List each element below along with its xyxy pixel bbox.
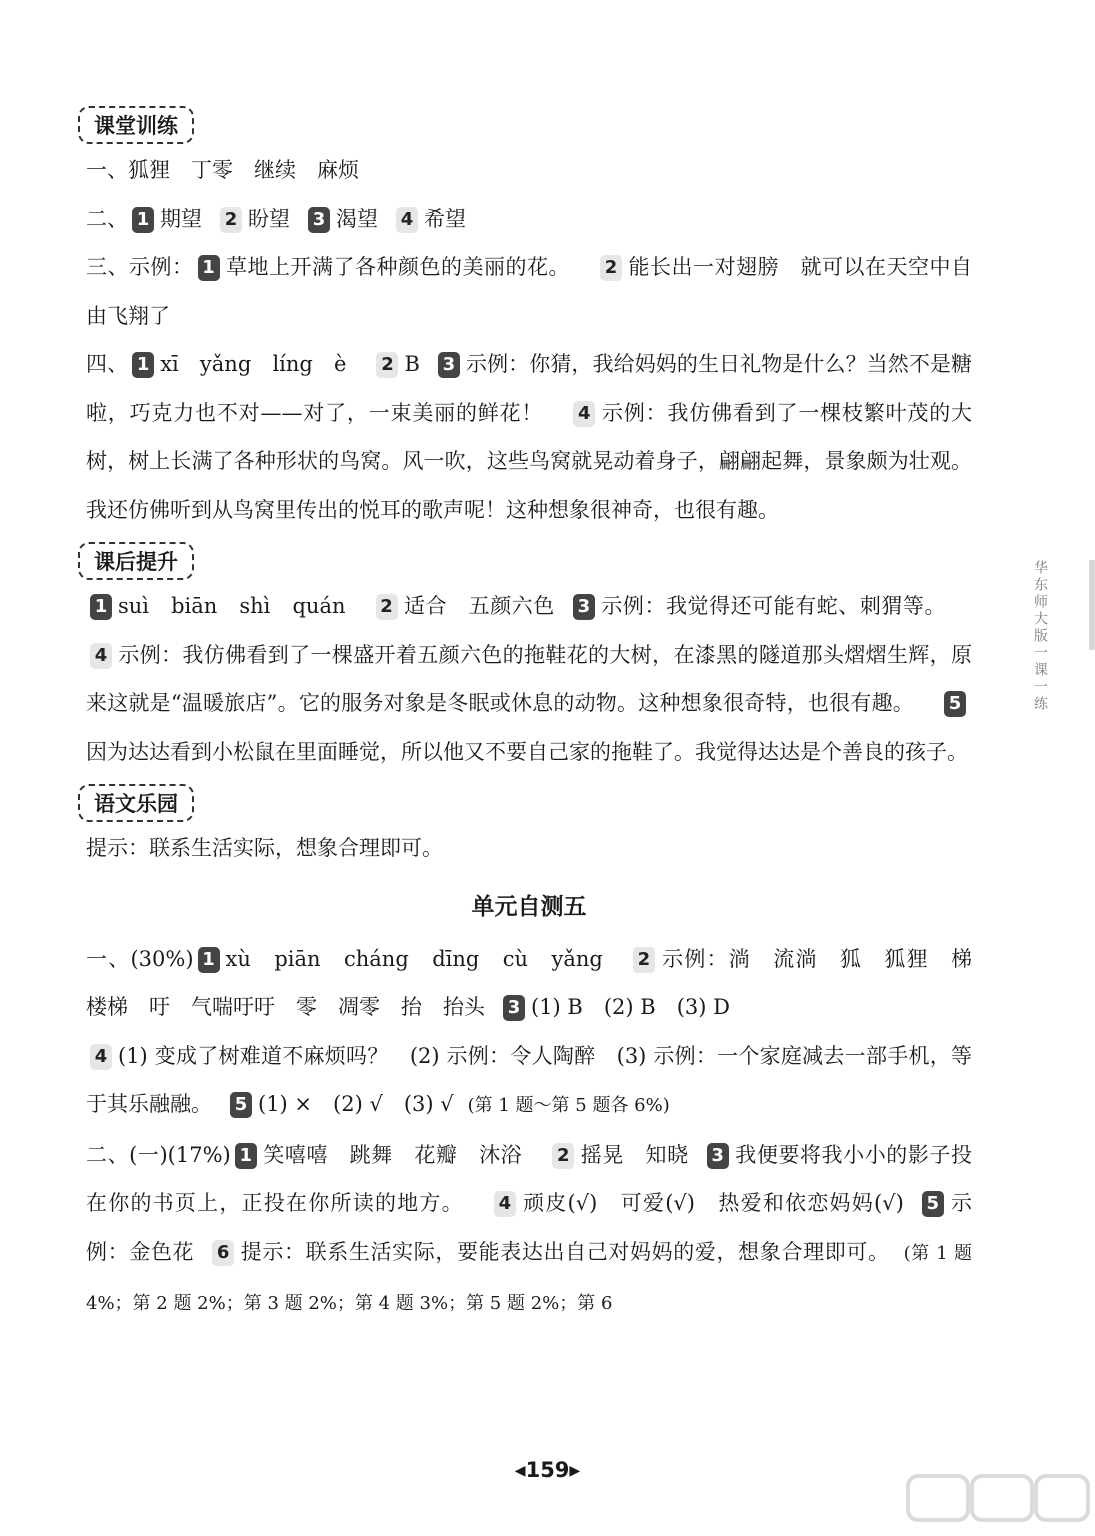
question-number: 3 <box>707 1143 729 1169</box>
page-content <box>86 104 994 1335</box>
side-caption: 华东师大版一课一练 <box>1032 560 1048 713</box>
answer-line-2: 二、 1 期望 2 盼望 3 渴望 4 希望 <box>86 206 466 231</box>
section-classroom <box>86 104 972 534</box>
question-number: 2 <box>552 1143 574 1169</box>
pinyin-answer: suì biān shì quán <box>118 594 346 618</box>
pinyin-answer: xù piān cháng dīng cù yǎng <box>225 946 603 971</box>
question-number: 3 <box>308 207 330 233</box>
question-number: 4 <box>494 1191 516 1217</box>
answer-line-3: 三、示例： 1 草地上开满了各种颜色的美丽的花。 2 能长出一对翅膀 就可以在天空中自由飞翔了 <box>86 255 972 328</box>
question-number: 3 <box>573 594 595 620</box>
question-number: 3 <box>503 995 525 1021</box>
question-number: 5 <box>922 1191 944 1217</box>
section-unit-test <box>86 879 994 1329</box>
question-number: 2 <box>600 255 622 281</box>
question-number: 5 <box>230 1092 252 1118</box>
after-class-answers: 1 suì biān shì quán 2 适合 五颜六色 3 示例：我觉得还可能有蛇、刺猬等。4 示例：我仿佛看到了一棵盛开着五颜六色的拖鞋花的大树，在漆黑的隧道那头熠熠生辉，原来这就是“温暖旅店”。它的服务对象是冬眠或休息的动物。这种想象很奇特，也很有趣。 5因为达达看到小松鼠在里面睡觉，所以他又不要自己家的拖鞋了。我觉得达达是个善良的孩子。 <box>86 594 972 764</box>
section-title-chinese-garden: 语文乐园 <box>78 784 194 822</box>
unit-test-title: 单元自测五 <box>471 893 587 920</box>
question-number: 1 <box>198 255 220 281</box>
question-number: 1 <box>90 594 112 620</box>
score-note: (第 1 题～第 5 题各 6%) <box>467 1095 670 1116</box>
question-number: 4 <box>90 1044 112 1070</box>
question-number: 2 <box>376 594 398 620</box>
section-title-after-class: 课后提升 <box>78 542 194 580</box>
left-arrow-icon: ◀ <box>514 1463 526 1479</box>
question-number: 1 <box>235 1143 257 1169</box>
section-after-class <box>86 540 972 776</box>
pinyin-answer: xī yǎng líng è <box>160 352 347 376</box>
score-note: (第 1 题 4%；第 2 题 2%；第 3 题 2%；第 4 题 3%；第 5 题 2%；第 6 <box>86 1242 973 1314</box>
question-number: 4 <box>396 207 418 233</box>
question-number: 2 <box>376 352 398 378</box>
page-edge-tab <box>1089 560 1095 650</box>
question-number: 1 <box>132 352 154 378</box>
section-title-classroom: 课堂训练 <box>78 106 194 144</box>
answer-line-4: 四、 1 xī yǎng líng è 2 B 3 示例：你猜，我给妈妈的生日礼物是什么？当然不是糖啦，巧克力也不对——对了，一束美丽的鲜花！ 4 示例：我仿佛看到了一棵枝繁叶茂的大树，树上长满了各种形状的鸟窝。风一吹，这些鸟窝就晃动着身子，翩翩起舞，景象颇为壮观。我还仿佛听到从鸟窝里传出的悦耳的歌声呢！这种想象很神奇，也很有趣。 <box>86 352 973 522</box>
question-number: 3 <box>438 352 460 378</box>
question-number: 5 <box>944 691 966 717</box>
right-arrow-icon: ▶ <box>569 1463 581 1479</box>
question-number: 1 <box>198 947 220 973</box>
answer-line-1: 一、狐狸 丁零 继续 麻烦 <box>86 158 359 182</box>
page-number: ◀159▶ <box>514 1458 581 1482</box>
watermark-logo <box>900 1470 1095 1536</box>
question-number: 2 <box>633 947 655 973</box>
unit-test-part-1: 一、(30%) 1 xù piān cháng dīng cù yǎng 2 示例：淌 流淌 狐 狐狸 梯 楼梯 吁 气喘吁吁 零 凋零 抬 抬头 3 (1) B (2) B (3) D 4 (1) 变成了树难道不麻烦吗？ (2) 示例：令人陶醉 (3) 示例：一个家庭减去一部手机，等于其乐融融。 5 (1) × (2) √ (3) √ (第 1 题～第 5 题各 6%) <box>86 946 994 1116</box>
section-chinese-garden <box>86 782 972 873</box>
unit-test-part-2: 二、(一)(17%) 1 笑嘻嘻 跳舞 花瓣 沐浴 2 摇晃 知晓 3 我便要将我小小的影子投在你的书页上，正投在你所读的地方。 4 顽皮(√) 可爱(√) 热爱和依恋妈妈(√) 5 示例：金色花 6 提示：联系生活实际，要能表达出自己对妈妈的爱，想象合理即可。 (第 1 题 4%；第 2 题 2%；第 3 题 2%；第 4 题 3%；第 5 题 2%；第 6 <box>86 1142 973 1314</box>
question-number: 4 <box>90 643 112 669</box>
question-number: 4 <box>573 401 595 427</box>
garden-hint: 提示：联系生活实际，想象合理即可。 <box>86 836 443 860</box>
question-number: 1 <box>132 207 154 233</box>
question-number: 2 <box>220 207 242 233</box>
question-number: 6 <box>212 1240 234 1266</box>
